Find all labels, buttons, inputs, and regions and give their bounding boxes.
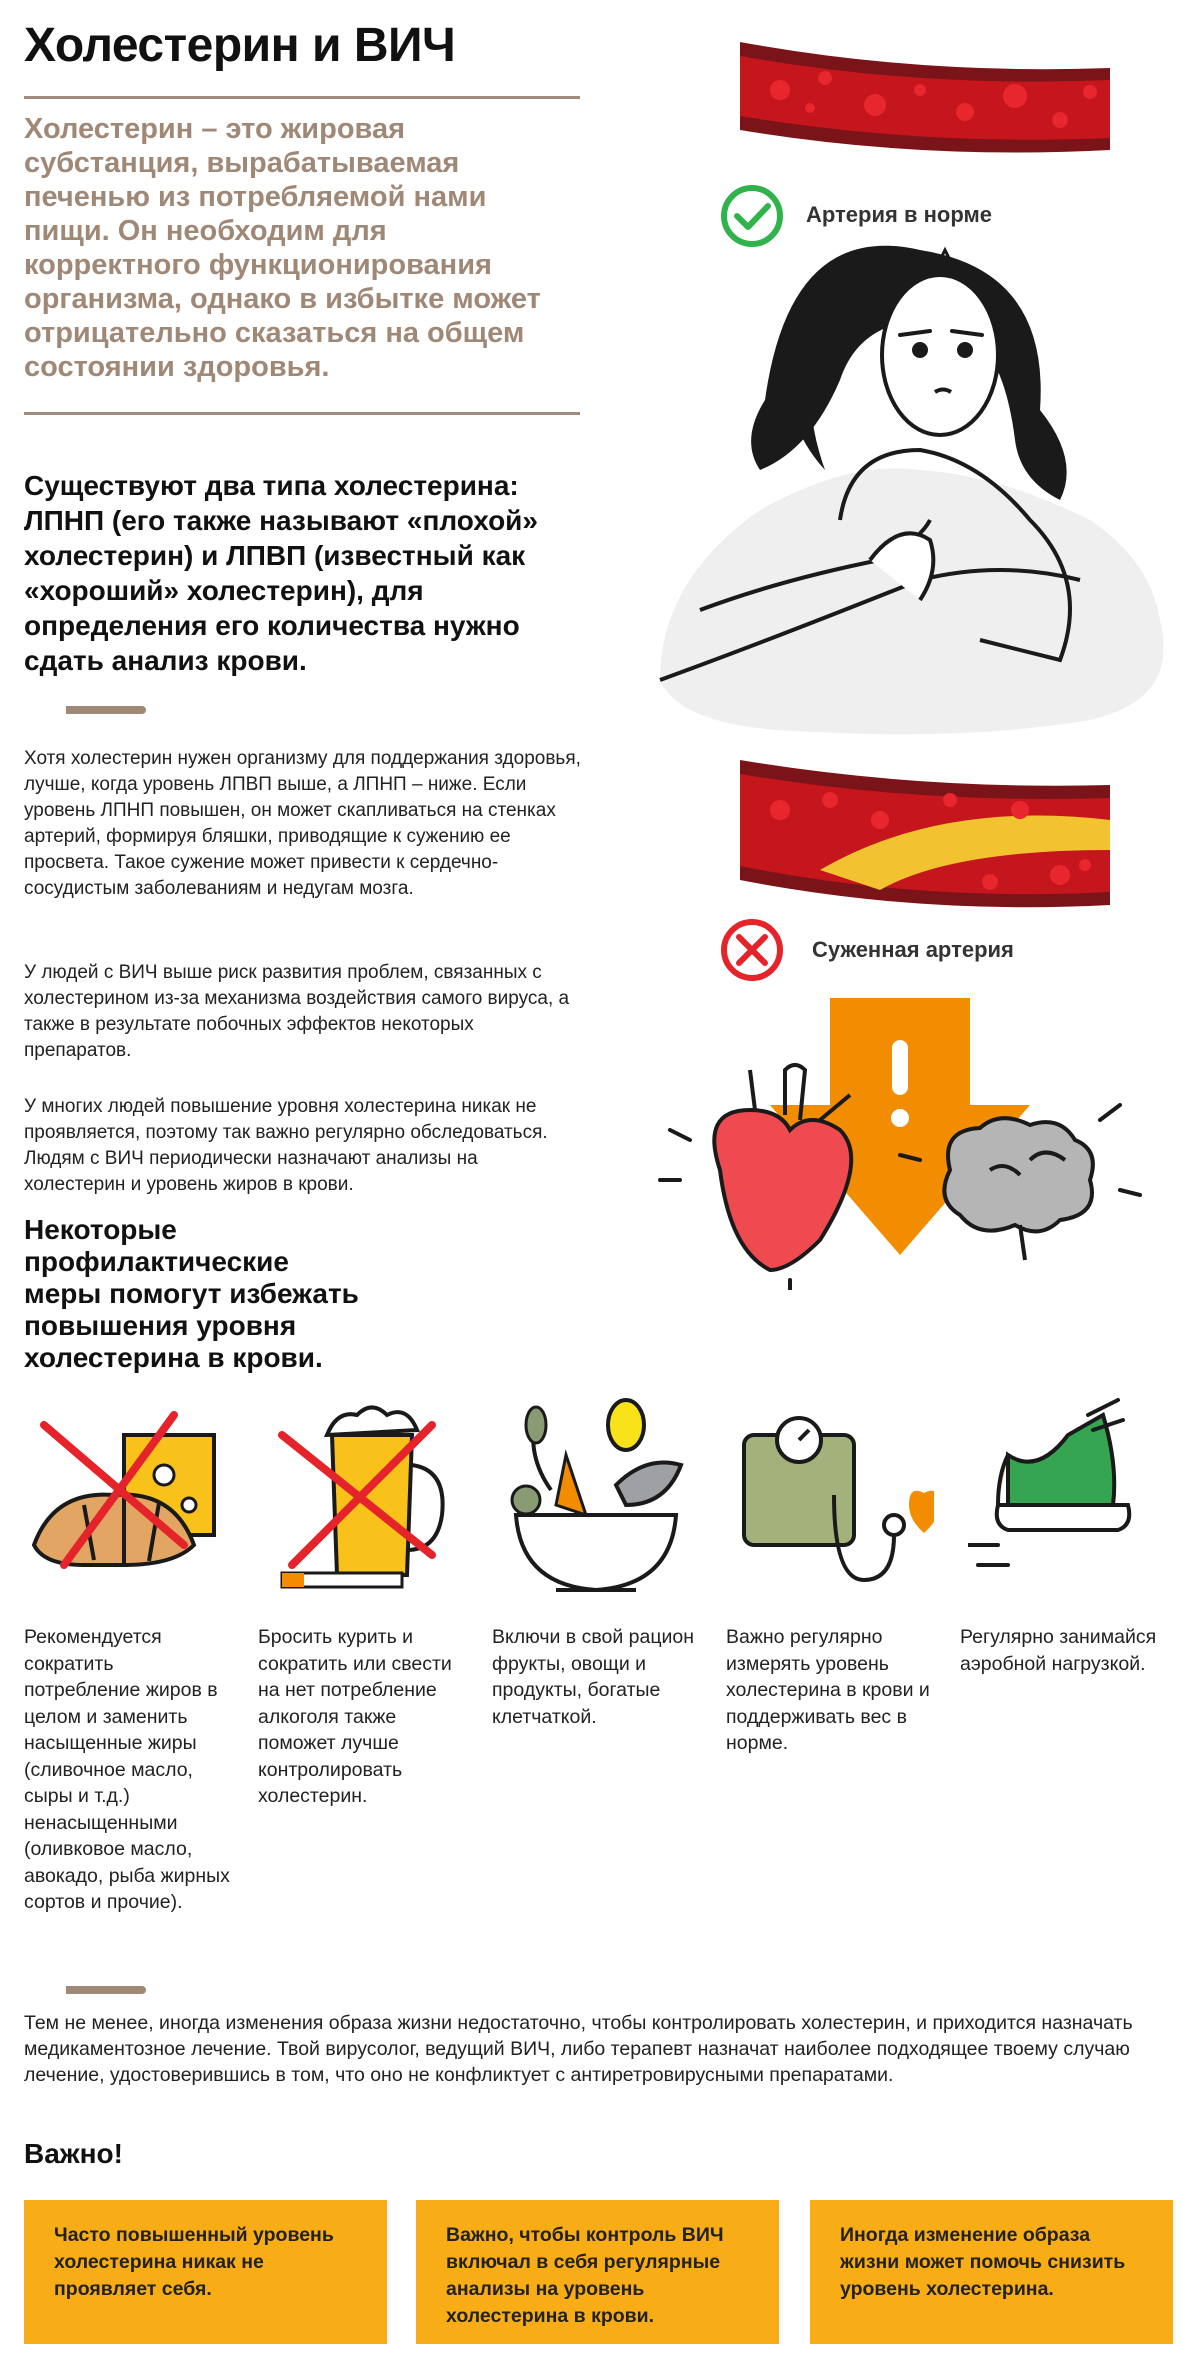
beer-cigarette-crossed-icon bbox=[262, 1395, 462, 1605]
paragraph-ldl: Хотя холестерин нужен организму для поддержания здоровья, лучше, когда уровень ЛПВП выше, а ЛПНП – ниже. Если уровень ЛПНП повышен, он может скапливаться на стенках артерий, формируя бляшки, приводящие к сужению ее просвета. Такое сужение может привести к сердечно-сосудистым заболеваниям и недугам мозга. bbox=[24, 748, 581, 899]
cross-icon bbox=[724, 922, 780, 978]
artery-illustration bbox=[620, 20, 1200, 1290]
paragraph-testing: У многих людей повышение уровня холестерина никак не проявляется, поэтому так важно регулярно обследоваться. Людям с ВИЧ периодически назначают анализы на холестерин и уровень жиров в крови. bbox=[24, 1096, 548, 1195]
important-heading: Важно! bbox=[24, 2138, 123, 2169]
vegetable-bowl-icon bbox=[496, 1395, 696, 1605]
prevention-heading: Некоторые профилактические меры помогут избежать повышения уровня холестерина в крови. bbox=[24, 1214, 359, 1373]
heart-icon bbox=[660, 1065, 851, 1290]
card-text: Часто повышенный уровень холестерина никак не проявляет себя. bbox=[54, 2224, 334, 2300]
narrow-artery-icon bbox=[740, 760, 1110, 907]
important-card-2 bbox=[416, 2200, 779, 2344]
tip-smoking: Бросить курить и сократить или свести на нет потребление алкоголя также поможет лучше контролировать холестерин. bbox=[258, 1626, 452, 1807]
intro-divider bbox=[24, 412, 580, 415]
card-text: Важно, чтобы контроль ВИЧ включал в себя регулярные анализы на уровень холестерина в крови. bbox=[446, 2224, 724, 2327]
running-shoe-icon bbox=[968, 1395, 1168, 1605]
important-card-3 bbox=[810, 2200, 1173, 2344]
tip-weight: Важно регулярно измерять уровень холестерина в крови и поддерживать вес в норме. bbox=[726, 1626, 930, 1754]
section-accent-bar bbox=[66, 706, 146, 714]
card-text: Иногда изменение образа жизни может помочь снизить уровень холестерина. bbox=[840, 2224, 1126, 2300]
scale-stethoscope-icon bbox=[734, 1395, 934, 1605]
narrow-artery-label: Суженная артерия bbox=[812, 937, 1014, 962]
important-card-1 bbox=[24, 2200, 387, 2344]
butter-cheese-crossed-icon bbox=[24, 1395, 224, 1605]
title-divider bbox=[24, 96, 580, 99]
normal-artery-label: Артерия в норме bbox=[806, 202, 992, 227]
note-accent-bar bbox=[66, 1986, 146, 1994]
paragraph-hiv-risk: У людей с ВИЧ выше риск развития проблем, связанных с холестерином из-за механизма воздействия самого вируса, а также в результате побочных эффектов некоторых препаратов. bbox=[24, 962, 570, 1061]
check-icon bbox=[724, 188, 780, 244]
tip-exercise: Регулярно занимайся аэробной нагрузкой. bbox=[960, 1626, 1157, 1675]
tip-fats: Рекомендуется сократить потребление жиров в целом и заменить насыщенные жиры (сливочное масло, сыры и т.д.) ненасыщенными (оливковое масло, авокадо, рыба жирных сортов и прочие). bbox=[24, 1626, 230, 1913]
cholesterol-types-heading: Существуют два типа холестерина: ЛПНП (его также называют «плохой» холестерин) и ЛПВП (известный как «хороший» холестерин), для определения его количества нужно сдать анализ крови. bbox=[24, 470, 538, 676]
normal-artery-icon bbox=[740, 42, 1110, 153]
woman-illustration bbox=[660, 246, 1164, 735]
intro-text: Холестерин – это жировая субстанция, вырабатываемая печенью из потребляемой нами пищи. Он необходим для корректного функционирования организма, однако в избытке может отрицательно сказаться на общем состоянии здоровья. bbox=[24, 113, 541, 383]
tip-vegetables: Включи в свой рацион фрукты, овощи и продукты, богатые клетчаткой. bbox=[492, 1626, 694, 1728]
page-title: Холестерин и ВИЧ bbox=[24, 19, 456, 72]
medication-note: Тем не менее, иногда изменения образа жизни недостаточно, чтобы контролировать холестерин, и приходится назначать медикаментозное лечение. Твой вирусолог, ведущий ВИЧ, либо терапевт назначат наиболее подходящее твоему случаю лечение, удостоверившись в том, что оно не конфликтует с антиретровирусными препаратами. bbox=[24, 2012, 1133, 2086]
